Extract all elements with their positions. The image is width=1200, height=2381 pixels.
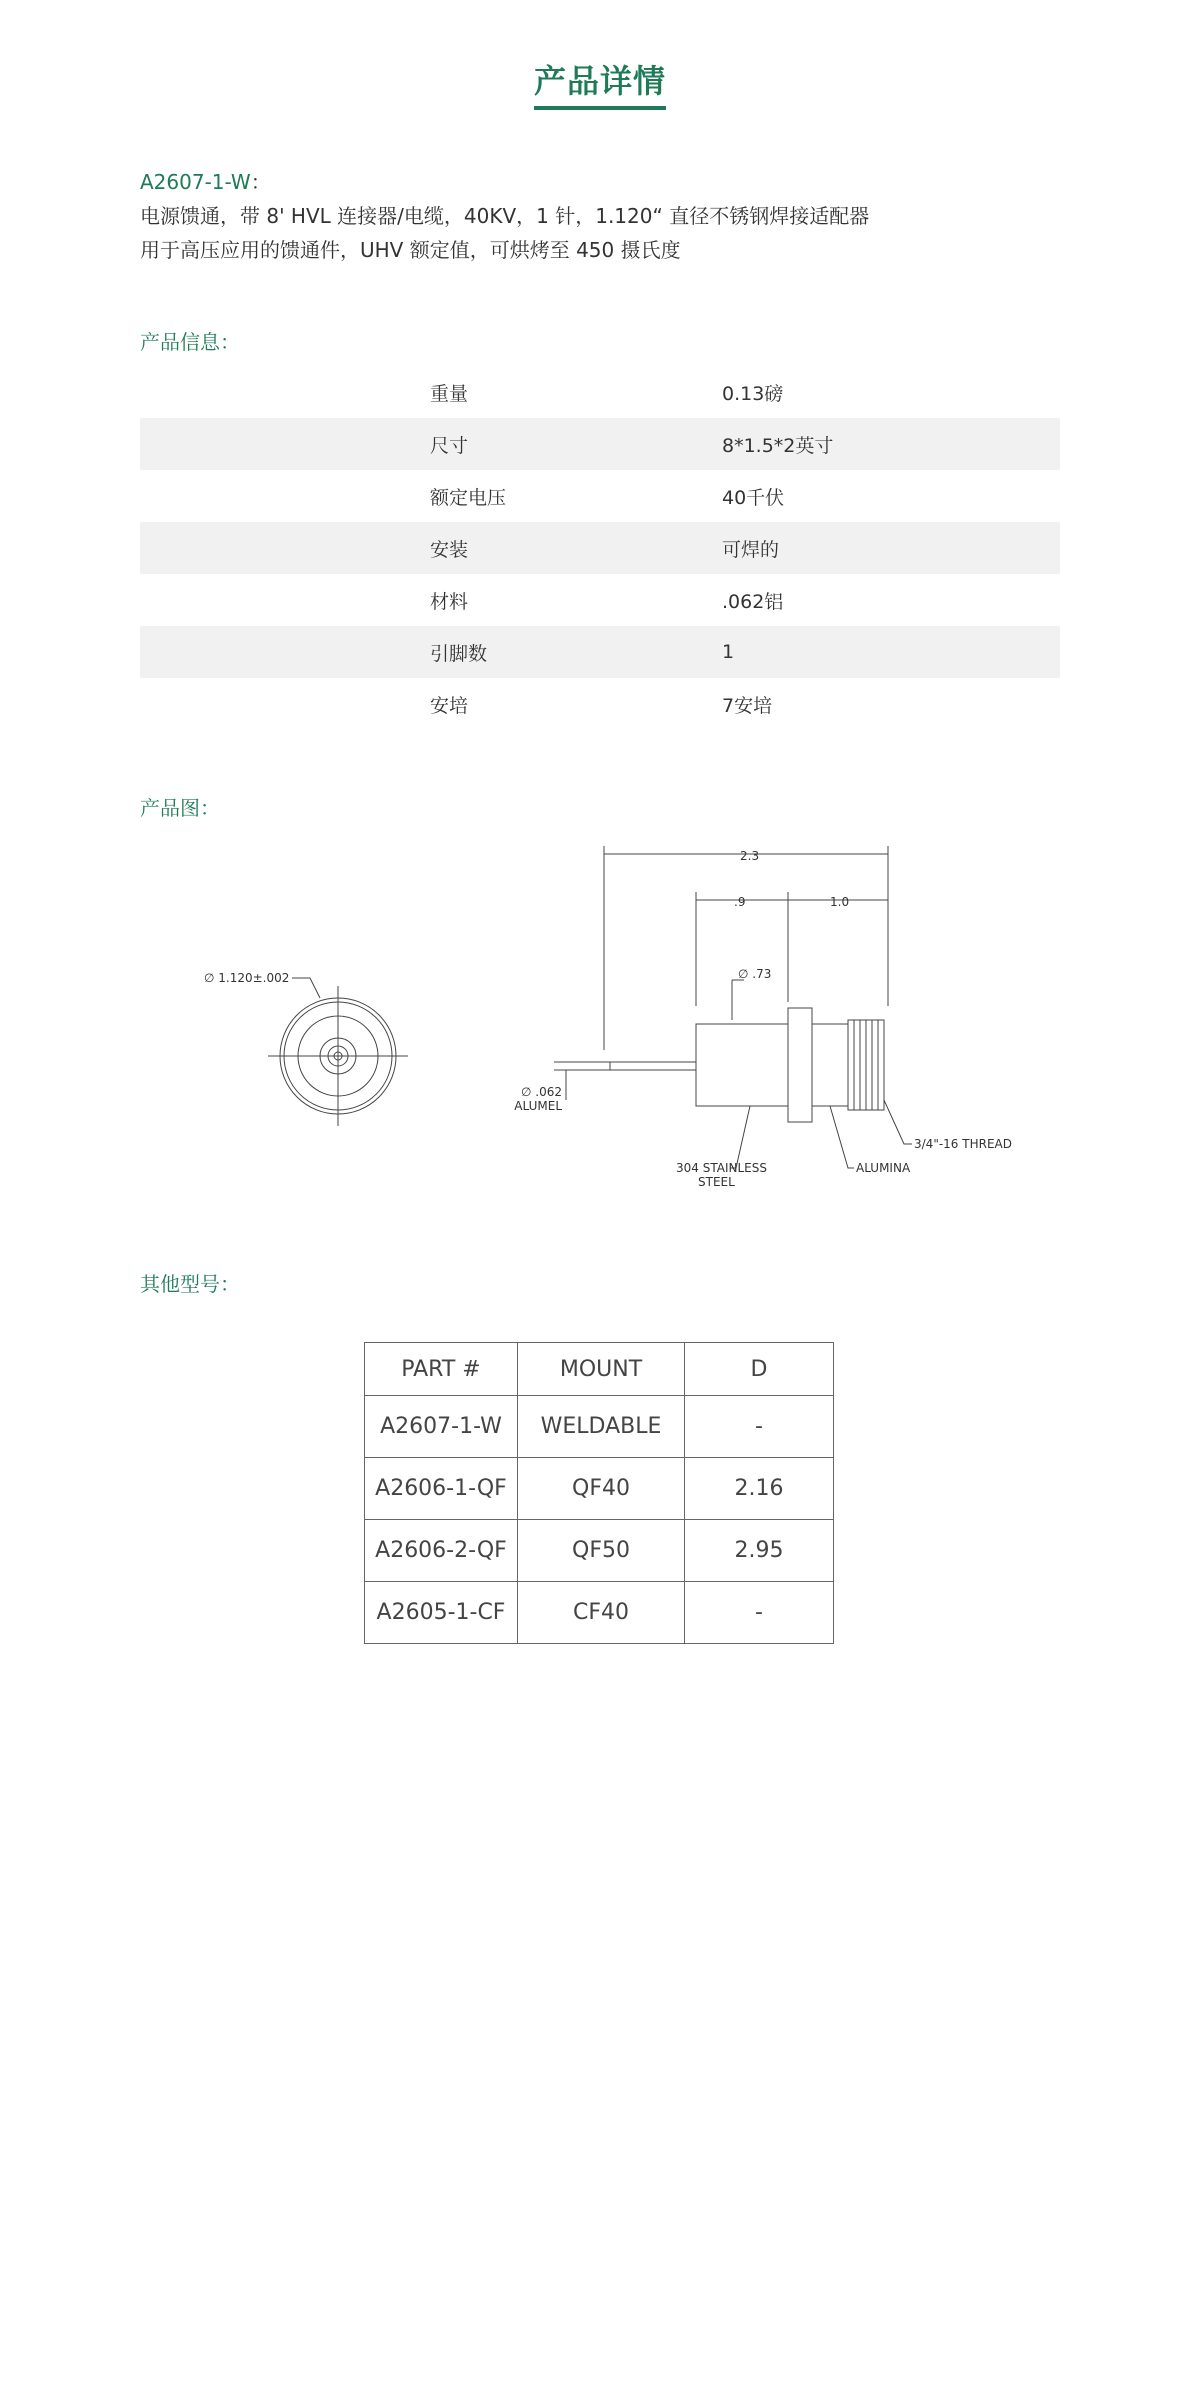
- info-row-material: [140, 574, 1060, 626]
- cell-part: A2606-2-QF: [365, 1520, 518, 1582]
- info-value: 0.13磅: [722, 382, 784, 405]
- header-mount: MOUNT: [518, 1343, 685, 1396]
- product-diagram-label: 产品图：: [140, 796, 220, 820]
- info-value: 8*1.5*2英寸: [722, 434, 834, 457]
- cell-d: 2.95: [685, 1520, 834, 1582]
- body-rect: [696, 1024, 788, 1106]
- description-line-1: 电源馈通，带 8' HVL 连接器/电缆，40KV，1 针，1.120“ 直径不锈钢焊接适配器: [140, 204, 870, 228]
- info-key: 尺寸: [430, 434, 469, 457]
- steel-leader: [730, 1106, 750, 1168]
- info-row-amps: [140, 678, 1060, 730]
- product-info-label: 产品信息：: [140, 330, 240, 354]
- header-d: D: [685, 1343, 834, 1396]
- steel-label-1: 304 STAINLESS: [676, 1161, 767, 1175]
- header-part: PART #: [365, 1343, 518, 1396]
- info-key: 安装: [430, 538, 469, 561]
- other-models-label: 其他型号：: [140, 1272, 240, 1296]
- body-diameter-label: ∅ .73: [738, 967, 772, 981]
- info-value: .062铝: [722, 590, 784, 613]
- info-row-mounting: [140, 522, 1060, 574]
- info-value: 7安培: [722, 694, 773, 717]
- flange-rect: [788, 1008, 812, 1122]
- info-key: 材料: [430, 590, 469, 613]
- info-value: 1: [722, 641, 735, 663]
- cell-d: -: [685, 1396, 834, 1458]
- product-diagram: [140, 830, 1060, 1200]
- alumina-rect: [812, 1024, 848, 1106]
- table-row: [365, 1458, 834, 1520]
- cell-mount: QF50: [518, 1520, 685, 1582]
- steel-label-2: STEEL: [698, 1175, 735, 1189]
- model-number: A2607-1-W: [140, 170, 251, 194]
- technical-drawing: [140, 830, 1060, 1200]
- end-view: [268, 978, 408, 1126]
- pin-diameter-label: ∅ .062: [521, 1085, 562, 1099]
- cell-part: A2605-1-CF: [365, 1582, 518, 1644]
- info-key: 安培: [430, 694, 469, 717]
- overall-length-label: 2.3: [740, 849, 760, 863]
- thread-length-label: 1.0: [830, 895, 850, 909]
- side-view: [554, 846, 912, 1168]
- info-row-size: [140, 418, 1060, 470]
- cell-mount: WELDABLE: [518, 1396, 685, 1458]
- alumina-label: ALUMINA: [856, 1161, 911, 1175]
- info-key: 引脚数: [430, 642, 488, 665]
- model-suffix: ：: [250, 170, 271, 194]
- alumina-leader: [830, 1106, 854, 1168]
- diameter-leader: [292, 978, 320, 998]
- product-info-table: [140, 366, 1060, 730]
- table-row: [365, 1582, 834, 1644]
- info-value: 40千伏: [722, 486, 785, 509]
- cell-d: 2.16: [685, 1458, 834, 1520]
- cell-mount: CF40: [518, 1582, 685, 1644]
- info-value: 可焊的: [722, 538, 780, 561]
- cell-d: -: [685, 1582, 834, 1644]
- outer-diameter-label: ∅ 1.120±.002: [204, 971, 290, 985]
- info-row-pin-count: [140, 626, 1060, 678]
- cell-mount: QF40: [518, 1458, 685, 1520]
- body-length-label: .9: [734, 895, 746, 909]
- table-row: [365, 1396, 834, 1458]
- other-models-table: [364, 1342, 834, 1644]
- info-key: 额定电压: [430, 486, 507, 509]
- cell-part: A2607-1-W: [365, 1396, 518, 1458]
- page-title: 产品详情: [534, 56, 666, 110]
- thread-leader: [884, 1100, 912, 1144]
- thread-label: 3/4"-16 THREAD: [914, 1137, 1012, 1151]
- description-line-2: 用于高压应用的馈通件，UHV 额定值，可烘烤至 450 摄氏度: [140, 238, 681, 262]
- info-key: 重量: [430, 382, 469, 405]
- info-row-voltage: [140, 470, 1060, 522]
- title-wrap: [0, 56, 1200, 110]
- model-label: [140, 166, 271, 195]
- pin-material-label: ALUMEL: [514, 1099, 562, 1113]
- info-row-weight: [140, 366, 1060, 418]
- cell-part: A2606-1-QF: [365, 1458, 518, 1520]
- table-row: [365, 1520, 834, 1582]
- table-header-row: [365, 1343, 834, 1396]
